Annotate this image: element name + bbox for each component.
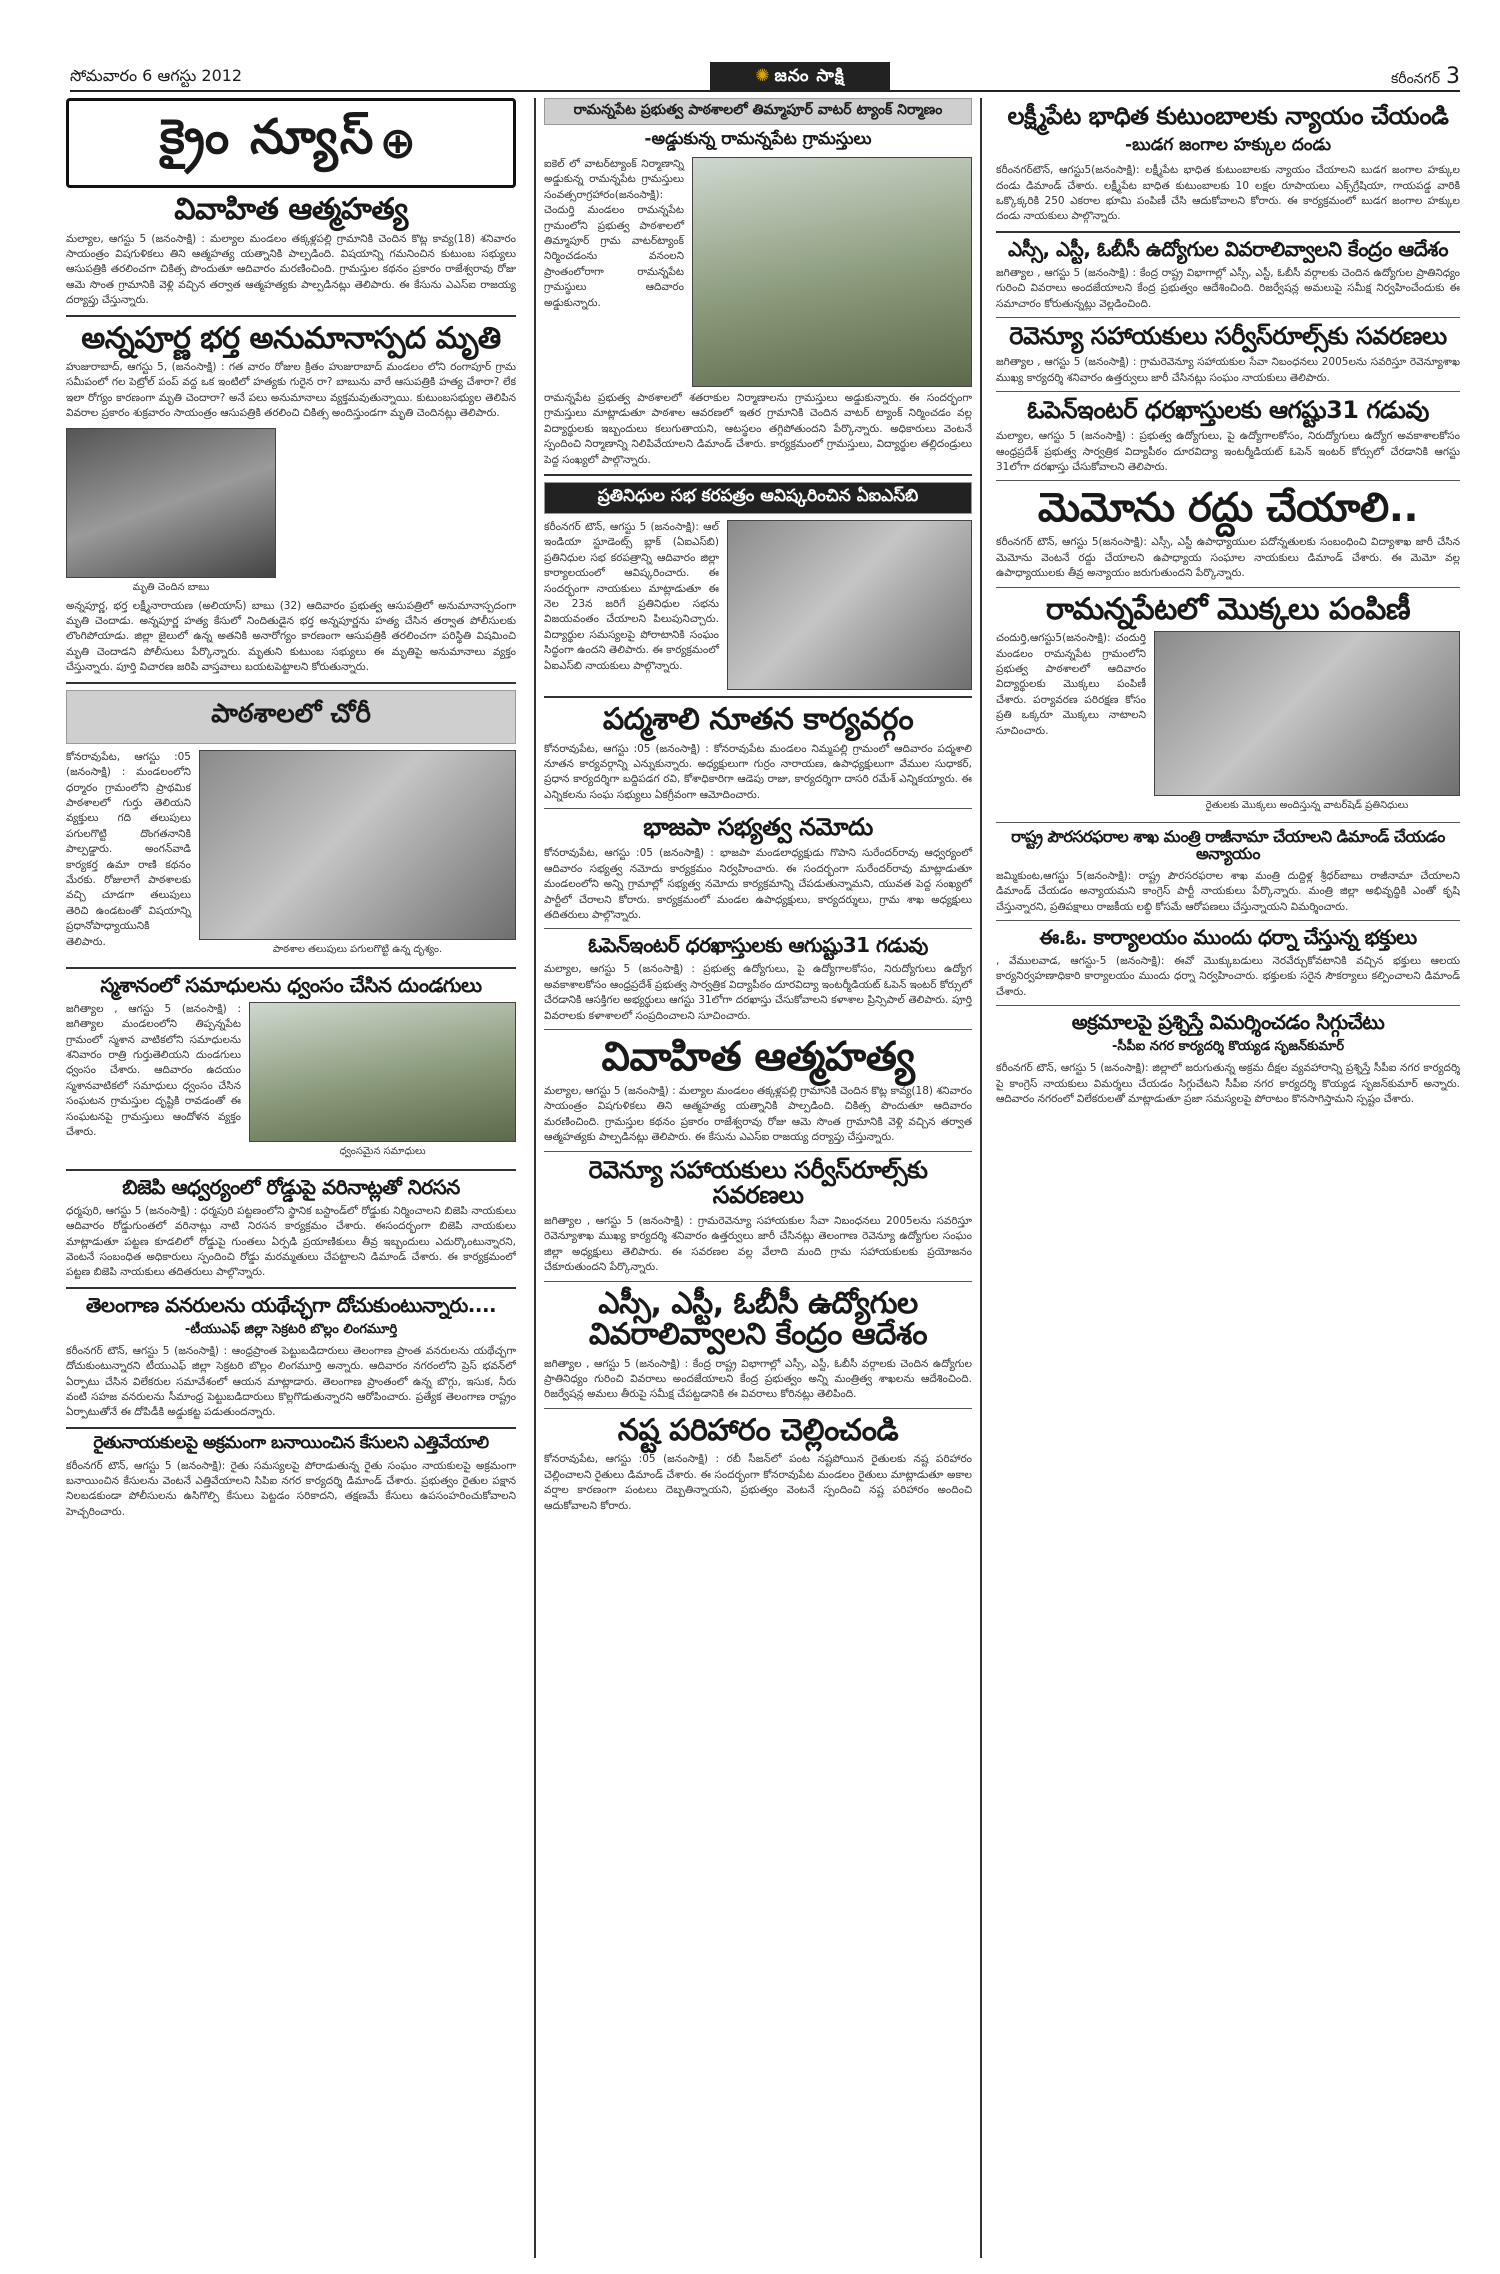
article-body: జగిత్యాల , ఆగస్టు 5 (జనంసాక్షి) : కేంద్ర రాష్ట్ర విభాగాల్లో ఎస్సీ, ఎస్టీ, ఓబీసీ వర్గాలకు చెందిన ఉద్యోగుల ప్రాతినిధ్యం గురించి వివరాలు అందజేయాలని కేంద్ర ప్రభుత్వం అన్ని మంత్రిత్వ శాఖలను ఆదేశించింది. రిజర్వేషన్ల అమలు తీరుపై సమీక్ష చేపట్టడానికి ఈ వివరాలు కోరినట్లు తెలిపింది. xyxy=(544,1357,972,1401)
article-body: కరీంనగర్ టౌన్, ఆగస్టు 5 (జనంసాక్షి) : ఆంధ్రప్రాంత పెట్టుబడిదారులు తెలంగాణ ప్రాంత వనరులను యథేచ్ఛగా దోచుకుంటున్నారని టీయుఎఫ్ జిల్లా సెక్రటరి బొల్లం లింగమూర్తి అన్నారు. ఆదివారం నగరంలోని ప్రెస్ భవన్‌లో ఏర్పాటు చేసిన విలేకరుల సమావేశంలో ఆయన మాట్లాడారు. తెలంగాణ ప్రాంతంలో ఉన్న బొగ్గు, ఇసుక, నీరు వంటి సహజ వనరులను సీమాంధ్ర పెట్టుబడిదారులు కొల్లగొడుతున్నారని ఆరోపించారు. ప్రత్యేక తెలంగాణ రాష్ట్రం ఏర్పాటుతోనే ఈ దోపిడీకి అడ్డుకట్ట పడుతుందన్నారు. xyxy=(66,1344,516,1419)
article-body: చందుర్తి,ఆగస్టు5(జనంసాక్షి): చందుర్తి మండలం రామన్నపేట గ్రామంలోని ప్రభుత్వ పాఠశాలలో ఆదివారం విద్యార్థులకు మొక్కలు పంపిణీ చేశారు. పర్యావరణ పరిరక్షణ కోసం ప్రతి ఒక్కరూ మొక్కలు నాటాలని సూచించారు. xyxy=(996,632,1146,737)
subheadline: -టీయుఎఫ్ జిల్లా సెక్రటరి బొల్లం లింగమూర్తి xyxy=(184,1321,398,1337)
article-body: ఐకెల్ లో వాటర్‌ట్యాంక్ నిర్మాణాన్ని అడ్డుకున్న రామన్నపేట గ్రామస్తులు సంవత్సరాగ్రహారం(జనంసాక్షి): చెందుర్తి మండలం రామన్నపేట గ్రామంలోని ప్రభుత్వ పాఠశాలలో తిమ్మాపూర్ గ్రామ వాటర్‌ట్యాంక్ నిర్మించడంను వనంలని ప్రాంతంలోరాగా రామన్నపేట గ్రామస్థులు ఆదివారం అడ్డుకున్నారు. xyxy=(544,158,684,309)
article-body: జగిత్యాల , ఆగస్టు 5 (జనంసాక్షి) : గ్రామరెవెన్యూ సహాయకుల సేవా నిబంధనలు 2005లను సవరిస్తూ రెవెన్యూశాఖ ముఖ్య కార్యదర్శి శనివారం ఉత్తర్వులు జారీ చేసినట్లు తెలంగాణ రెవెన్యూ ఉద్యోగుల సంఘం జిల్లా అధ్యక్షులు తెలిపారు. ఈ సవరణల వల్ల వేలాది మంది గ్రామ సహాయకులకు ప్రయోజనం చేకూరుతుందని పేర్కొన్నారు. xyxy=(544,1215,972,1274)
headline: లక్ష్మీపేట భాధిత కుటుంబాలకు న్యాయం చేయండి xyxy=(1007,102,1449,130)
article-body: మల్యాల, ఆగస్టు 5 (జనంసాక్షి) : మల్యాల మండలం తక్కళ్లపల్లి గ్రామానికి చెందిన కొట్ల కావ్య(18) శనివారం సాయంత్రం విషగుళికలు తిని ఆత్మహత్య యత్నానికి పాల్పడింది. చికిత్స పొందుతూ ఆదివారం మరణించింది. గ్రామస్తుల కథనం ప్రకారం రాజేశ్వరావు రోజు ఆమె సొంత గ్రామానికి వెళ్లి వచ్చిన తర్వాత ఆత్మహత్యకు పాల్పడినట్లు తెలిపారు. ఈ కేసును ఎఎస్‌ఐ రాజయ్య దర్యాప్తు చేస్తున్నారు. xyxy=(544,1085,973,1144)
article-body: మల్యాల, ఆగస్టు 5 (జనంసాక్షి) : ప్రభుత్వ ఉద్యోగులు, పై ఉద్యోగాలకోసం, నిరుద్యోగులు ఉద్యోగ అవకాశాలకోసం ఆంధ్రప్రదేశ్ ప్రభుత్వ సార్వత్రిక విద్యాపీఠం దూరవిద్యా ఇంటర్మీడియట్ ఓపెన్ ఇంటర్ కోర్సులో చేరడానికి ఆగస్టు 31లోగా దరఖాస్తు చేసుకోవాలని తెలిపారు. xyxy=(996,430,1460,474)
section-banner: పాఠశాలలో చోరీ xyxy=(66,690,516,744)
article-body: మల్యాల, ఆగస్టు 5 (జనంసాక్షి) : మల్యాల మండలం తక్కళ్లపల్లి గ్రామానికి చెందిన కొట్ల కావ్య(18) శనివారం సాయంత్రం విషగుళికలు తిని ఆత్మహత్య యత్నానికి పాల్పడింది. విషయాన్ని గమనించిన కుటుంబ సభ్యులు ఆసుపత్రికి తరలించగా చికిత్స పొందుతూ ఆదివారం మరణించింది. గ్రామస్తుల కథనం ప్రకారం రాజేశ్వరావు రోజు ఆమె సొంత గ్రామానికి వెళ్లి వచ్చిన తర్వాత ఆత్మహత్యకు పాల్పడినట్లు తెలిపారు. ఈ కేసును ఎఎస్‌ఐ రాజయ్య దర్యాప్తు చేస్తున్నారు. xyxy=(66,232,516,307)
page-number: 3 xyxy=(1446,64,1460,89)
crime-news-logo xyxy=(66,98,516,188)
article-body: జమ్మికుంట,ఆగస్టు 5(జనంసాక్షి): రాష్ట్ర పౌరసరఫరాల శాఖ మంత్రి దుద్దిళ్ల శ్రీధర్‌బాబు రాజీనామా చేయాలని డిమాండ్ చేయడం అన్యాయమని కాంగ్రెస్ పార్టీ నాయకులు పేర్కొన్నారు. మంత్రి జిల్లా అభివృద్ధికి ఎంతో కృషి చేస్తున్నారని, ప్రతిపక్షాలు రాజకీయ లబ్ధి కోసమే ఆరోపణలు చేస్తున్నాయని విమర్శించారు. xyxy=(996,869,1460,913)
headline: స్మశానంలో సమాధులను ధ్వంసం చేసిన దుండగులు xyxy=(100,972,482,997)
crime-news-title: క్రైం న్యూస్ xyxy=(159,109,376,165)
headline: అక్రమాలపై ప్రశ్నిస్తే విమర్శించడం సిగ్గుచేటు xyxy=(1071,1010,1385,1035)
headline: రెవెన్యూ సహాయకులు సర్వీస్‌రూల్స్‌కు సవరణలు xyxy=(1009,322,1447,351)
article-body: జగిత్యాల , ఆగస్టు 5 (జనంసాక్షి) : జగిత్యాల మండలంలోని తిప్పన్నపేట గ్రామంలో స్మశాన వాటికలోని సమాధులను శనివారం రాత్రి గుర్తుతెలియని దుండగులు ధ్వంసం చేశారు. ఆదివారం ఉదయం స్మశానవాటికలో సమాధులు ధ్వంసం చేసిన సంఘటన గ్రామస్తుల దృష్టికి రావడంతో ఈ సంఘటనపై గ్రామస్తులు ఆందోళన వ్యక్తం చేశారు. xyxy=(66,1002,241,1138)
article-body: జగిత్యాల , ఆగస్టు 5 (జనంసాక్షి) : గ్రామరెవెన్యూ సహాయకుల సేవా నిబంధనలు 2005లను సవరిస్తూ రెవెన్యూశాఖ ముఖ్య కార్యదర్శి శనివారం ఉత్తర్వులు జారీ చేసినట్లు సంఘం నాయకులు తెలిపారు. xyxy=(996,356,1460,384)
column-left xyxy=(66,98,516,2258)
headline: ఎస్సీ, ఎస్టీ, ఓబీసీ ఉద్యోగుల వివరాలివ్వాలని కేంద్రం ఆదేశం xyxy=(1008,236,1448,261)
headline: రెవెన్యూ సహాయకులు సర్వీస్‌రూల్స్‌కు సవరణలు xyxy=(588,1155,928,1209)
headline: ఎస్సీ, ఎస్టీ, ఓబీసీ ఉద్యోగుల వివరాలివ్వాలని కేంద్రం ఆదేశం xyxy=(588,1285,928,1353)
headline: మెమోను రద్దు చేయాలి.. xyxy=(1037,485,1419,532)
page-masthead xyxy=(70,62,1460,92)
article-body: రామన్నపేట ప్రభుత్వ పాఠశాలలో శతరాకుల నిర్మాణాలను గ్రామస్తులు అడ్డుకున్నారు. ఈ సందర్భంగా గ్రామస్తులు మాట్లాడుతూ పాఠశాల ఆవరణలో ఇతర గ్రామానికి చెందిన వాటర్ ట్యాంక్ నిర్మించడం వల్ల విద్యార్థులకు ఇబ్బందులు కలుగుతాయని, ఆటస్థలం తగ్గిపోతుందని పేర్కొన్నారు. అధికారులు వెంటనే స్పందించి నిర్మాణాన్ని నిలిపివేయాలని డిమాండ్ చేశారు. కార్యక్రమంలో గ్రామస్తులు, విద్యార్థుల తల్లిదండ్రులు పెద్ద సంఖ్యలో పాల్గొన్నారు. xyxy=(544,392,972,466)
section-banner: ప్రతినిధుల సభ కరపత్రం ఆవిష్కరించిన ఏఐఎస్‌బి xyxy=(544,482,972,514)
brand-name: జనం సాక్షి xyxy=(774,66,845,86)
article-body: హుజురాబాద్, ఆగస్టు 5, (జనంసాక్షి) : గత వారం రోజుల క్రితం హుజురాబాద్ మండలం లోని రంగాపూర్ గ్రామ సమీపంలో గల పెట్రోల్ పంప్ వద్ద ఒక ఇంటిలో హత్యకు గురైన రా? బాబును వారే ఆసుపత్రికి హత్య చేశారా? లేక ఇలా రోగ్యం కారణంగా మృతి చెందారా? అనే పలు అనుమానాలు వ్యక్తమవుతున్నాయి. కుటుంబసభ్యుల తెలిపిన వివరాల ప్రకారం శుక్రవారం సాయంత్రం ఆసుపత్రికి తరలించి చికిత్స అందిస్తుండగా మృతి చెందినట్లు తెలిపారు. xyxy=(66,361,516,420)
article-body: జగిత్యాల , ఆగస్టు 5 (జనంసాక్షి) : కేంద్ర రాష్ట్ర విభాగాల్లో ఎస్సీ, ఎస్టీ, ఓబీసీ వర్గాలకు చెందిన ఉద్యోగుల ప్రాతినిధ్యం గురించి వివరాలు అందజేయాలని కేంద్ర ప్రభుత్వం ఆదేశించింది. రిజర్వేషన్ల అమలుపై సమీక్ష నిర్వహించేందుకు ఈ సమాచారం కోరుతున్నట్లు వెల్లడించింది. xyxy=(996,266,1460,310)
edition-info xyxy=(1391,64,1460,90)
headline: నష్ట పరిహారం చెల్లించండి xyxy=(617,1412,899,1448)
graves-photo xyxy=(249,1002,516,1142)
article-body: , వేములవాడ, ఆగస్టు-5 (జనంసాక్షి): ఈవో మొక్కుబడులు నెరవేర్చుకోవటానికి వచ్చిన భక్తులు ఆలయ కార్యనిర్వహణాధికారి కార్యాలయం ముందు ధర్నా నిర్వహించారు. భక్తులకు సరైన సౌకర్యాలు కల్పించాలని డిమాండ్ చేశారు. xyxy=(996,954,1460,998)
crosshair-icon: ⊕ xyxy=(379,117,419,169)
headline: భాజపా సభ్యత్వ నమోదు xyxy=(643,813,873,842)
article-body: కరీంనగర్ టౌన్, ఆగస్టు 5(జనంసాక్షి): ఎస్సీ, ఎస్టీ ఉపాధ్యాయుల పదోన్నతులకు సంబంధించి విద్యాశాఖ జారీ చేసిన మెమోను వెంటనే రద్దు చేయాలని ఉపాధ్యాయ సంఘాల నాయకులు డిమాండ్ చేశారు. ఈ మెమో వల్ల ఉపాధ్యాయులకు తీవ్ర అన్యాయం జరుగుతుందని పేర్కొన్నారు. xyxy=(996,536,1460,580)
edition-name: కరీంనగర్ xyxy=(1391,71,1440,87)
article-body: కోనరావుపేట, ఆగస్టు :05 (జనంసాక్షి) : కోనరావుపేట మండలం నిమ్మపల్లి గ్రామంలో ఆదివారం పద్మశాలి నూతన కార్యవర్గాన్ని ఎన్నుకున్నారు. అధ్యక్షులుగా గుర్రం నారాయణ, ఉపాధ్యక్షులుగా వేముల సుధాకర్, ప్రధాన కార్యదర్శిగా బద్దిపడగ రవి, కోశాధికారిగా ఆడెపు రాజు, కార్యదర్శిగా దాసరి రమేశ్ ఎన్నికయ్యారు. ఈ ఎన్నికలను సంఘ సభ్యులు ఏకగ్రీవంగా ఆమోదించారు. xyxy=(544,742,972,801)
headline: అన్నపూర్ణ భర్త అనుమానాస్పద మృతి xyxy=(81,320,501,356)
issue-date: సోమవారం 6 ఆగస్టు 2012 xyxy=(70,66,243,85)
aisb-pamphlet-photo xyxy=(727,520,972,690)
headline: పద్మశాలి నూతన కార్యవర్గం xyxy=(602,702,914,738)
photo-caption: ధ్వంసమైన సమాధులు xyxy=(339,1145,426,1157)
subheadline: -బుడగ జంగాల హక్కుల దండు xyxy=(1125,135,1331,156)
school-photo xyxy=(199,750,516,940)
brand-logo-icon: ✺ xyxy=(755,66,771,86)
article-body: కరీంనగర్ టౌన్, ఆగస్టు 5 (జనంసాక్షి): రైతు సమస్యలపై పోరాడుతున్న రైతు సంఘం నాయకులపై అక్రమంగా బనాయించిన కేసులను వెంటనే ఎత్తివేయాలని సిపిఐ నగర కార్యదర్శి డిమాండ్ చేశారు. ప్రభుత్వం రైతుల పక్షాన నిలబడకుండా పోలీసులను ఉసిగొల్పి కేసులు పెట్టడం సరికాదని, తక్షణమే కేసులు ఉపసంహరించుకోవాలని హెచ్చరించారు. xyxy=(66,1459,516,1518)
article-body: కరీంనగర్ టౌన్, ఆగస్టు 5 (జనంసాక్షి): జిల్లాలో జరుగుతున్న అక్రమ దీక్షల వ్యవహారాన్ని ప్రశ్నిస్తే సీపీఐ నగర కార్యదర్శి పై కాంగ్రెస్ నాయకులు విమర్శలు చేయడం సిగ్గుచేటని సీపీఐ నగర కార్యదర్శి కొయ్యడ సృజన్‌కుమార్ అన్నారు. ఆదివారం నగరంలో విలేకరులతో మాట్లాడుతూ ప్రజా సమస్యలపై పోరాటం కొనసాగిస్తామని స్పష్టం చేశారు. xyxy=(996,1062,1460,1105)
photo-caption: పాఠశాల తలుపులు పగులగొట్టి ఉన్న దృశ్యం. xyxy=(272,943,443,955)
subheadline: -అడ్డుకున్న రామన్నపేట గ్రామస్తులు xyxy=(644,129,872,149)
headline: ఓపెన్ఇంటర్ ధరఖాస్తులకు ఆగుష్టు31 గడువు xyxy=(588,933,928,958)
newspaper-brand xyxy=(710,62,890,90)
subheadline: -సీపీఐ నగర కార్యదర్శి కొయ్యడ సృజన్‌కుమార్ xyxy=(1111,1039,1345,1055)
headline: రాష్ట్ర పౌరసరఫరాల శాఖ మంత్రి రాజీనామా చేయాలని డిమాండ్ చేయడం అన్యాయం xyxy=(1011,827,1445,863)
headline: రైతునాయకులపై అక్రమంగా బనాయించిన కేసులని ఎత్తివేయాలి xyxy=(93,1432,489,1453)
headline: వివాహిత ఆత్మహత్య xyxy=(601,1034,915,1080)
headline: తెలంగాణ వనరులను యథేచ్ఛగా దోచుకుంటున్నారు.... xyxy=(85,1292,497,1317)
section-banner: రామన్నపేట ప్రభుత్వ పాఠశాలలో తిమ్మాపూర్ వాటర్ ట్యాంక్ నిర్మాణం xyxy=(544,98,972,125)
article-body: కోనరావుపేట, ఆగస్టు :05 (జనంసాక్షి) : రబీ సీజన్‌లో పంట నష్టపోయిన రైతులకు నష్ట పరిహారం చెల్లించాలని రైతులు డిమాండ్ చేశారు. ఈ సందర్భంగా కోనరావుపేట మండలం రైతులు మాట్లాడుతూ అకాల వర్షాల కారణంగా పంటలు దెబ్బతిన్నాయని, ప్రభుత్వం వెంటనే స్పందించి నష్ట పరిహారం అందించి ఆదుకోవాలని కోరారు. xyxy=(544,1453,972,1512)
photo-caption: మృతి చెందిన బాబు xyxy=(132,581,210,593)
article-body: కరీంనగర్ టౌన్, ఆగస్టు 5 (జనంసాక్షి): ఆల్ ఇండియా స్టూడెంట్స్ బ్లాక్ (ఏఐఎస్‌బి) ప్రతినిధుల సభ కరపత్రాన్ని ఆదివారం జిల్లా కార్యాలయంలో ఆవిష్కరించారు. ఈ సందర్భంగా నాయకులు మాట్లాడుతూ ఈ నెల 23న జరిగే ప్రతినిధుల సభను విజయవంతం చేయాలని పిలుపునిచ్చారు. విద్యార్థుల సమస్యలపై పోరాటానికి సంఘం సిద్ధంగా ఉందని తెలిపారు. ఈ కార్యక్రమంలో ఏఐఎస్‌బి నాయకులు పాల్గొన్నారు. xyxy=(544,521,719,672)
column-middle xyxy=(534,98,982,2258)
headline: బిజెపి ఆధ్వర్యంలో రోడ్డుపై వరినాట్లతో నిరసన xyxy=(122,1174,460,1199)
article-body: కోనరావుపేట, ఆగస్టు :05 (జనంసాక్షి) : మండలంలోని ధర్మారం గ్రామంలోని ప్రాథమిక పాఠశాలలో గుర్తు తెలియని వ్యక్తులు గది తలుపులు పగులగొట్టి దొంగతనానికి పాల్పడ్డారు. అంగన్‌వాడి కార్యకర్త ఉమా రాణి కథనం మేరకు. రోజులాగే పాఠశాలకు వచ్చి చూడగా తలుపులు తెరిచి ఉండటంతో విషయాన్ని ప్రధానోపాధ్యాయునికి తెలిపారు. xyxy=(66,750,191,948)
column-right xyxy=(996,98,1460,2258)
headline: ఓపెన్ఇంటర్ ధరఖాస్తులకు ఆగష్టు31 గడువు xyxy=(1027,396,1429,425)
article-body: ధర్మపురి, ఆగస్టు 5 (జనంసాక్షి) : ధర్మపురి పట్టణంలోని స్థానిక బస్టాండ్‌లో రోడ్డుకు నిర్మించాలని బిజెపి నాయకులు ఆదివారం రోడ్డుగుంతలో వరినాట్లు నాటి నిరసన కార్యక్రమం చేశారు. ఈసందర్భంగా బిజెపి నాయకులు మాట్లాడుతూ పట్టణ కూడలిలో రోడ్డుపై గుంతలు ఏర్పడి ప్రయాణికులు తీవ్ర ఇబ్బందులు ఎదుర్కొంటున్నారని, వెంటనే సంబంధిత అధికారులు స్పందించి రోడ్డు మరమ్మతులు చేపట్టాలని డిమాండ్ చేశారు. ఈ కార్యక్రమంలో పట్టణ బిజెపి నాయకులు తదితరులు పాల్గొన్నారు. xyxy=(66,1204,516,1279)
deceased-photo xyxy=(66,428,276,578)
photo-caption: రైతులకు మొక్కలు అందిస్తున్న వాటర్‌షెడ్ ప్రతినిధులు xyxy=(1205,800,1409,812)
article-body: కోనరావుపేట, ఆగస్టు :05 (జనంసాక్షి) : భాజపా మండలాధ్యక్షుడు గొపాని సురేందర్‌రావు ఆధ్వర్యంలో ఆదివారం సభ్యత్వ నమోదు కార్యక్రమం నిర్వహించారు. ఈ సందర్భంగా సురేందర్‌రావు మాట్లాడుతూ మండలంలోని అన్ని గ్రామాల్లో సభ్యత్వ నమోదు కార్యక్రమాన్ని చేపడుతున్నామని, యువత పెద్ద సంఖ్యలో పార్టీలో చేరాలని కోరారు. కార్యక్రమంలో మండల ఉపాధ్యక్షులు, కార్యదర్శులు, గ్రామ శాఖ అధ్యక్షులు తదితరులు పాల్గొన్నారు. xyxy=(544,847,972,921)
water-tank-site-photo xyxy=(692,157,972,387)
sapling-distribution-photo xyxy=(1154,631,1460,796)
article-body: అన్నపూర్ణ, భర్త లక్ష్మీనారాయణ (అలియాస్) బాబు (32) ఆదివారం ప్రభుత్వ ఆసుపత్రిలో అనుమానాస్పదంగా మృతి చెందాడు. అన్నపూర్ణ హత్య కేసులో నిందితుడైన భర్త అన్నపూర్ణను హత్య చేసిన తర్వాత పోలీసులకు లొంగిపోయాడు. జిల్లా జైలులో ఉన్న అతనికి అనారోగ్యం కారణంగా ఆసుపత్రికి తరలించగా పరిస్థితి విషమించి మృతి చెందాడని పోలీసులు పేర్కొన్నారు. మృతుని కుటుంబ సభ్యులు ఈ మృతిపై అనుమానాలు వ్యక్తం చేస్తున్నారు. పూర్తి విచారణ జరిపి వాస్తవాలు బయటపెట్టాలని కోరుతున్నారు. xyxy=(66,599,516,674)
headline: ఈ.ఓ. కార్యాలయం ముందు ధర్నా చేస్తున్న భక్తులు xyxy=(1039,924,1417,949)
headline: వివాహిత ఆత్మహత్య xyxy=(174,192,408,227)
headline: రామన్నపేటలో మొక్కలు పంపిణీ xyxy=(1045,591,1411,627)
article-body: మల్యాల, ఆగస్టు 5 (జనంసాక్షి) : ప్రభుత్వ ఉద్యోగులు, పై ఉద్యోగాలకోసం, నిరుద్యోగులు ఉద్యోగ అవకాశాలకోసం ఆంధ్రప్రదేశ్ ప్రభుత్వ సార్వత్రిక విద్యాపీఠం దూరవిద్యా ఇంటర్మీడియట్ ఓపెన్ ఇంటర్ కోర్సులో చేరడానికి ఆసక్తిగల అభ్యర్థులు ఆగస్టు 31లోగా దరఖాస్తు చేసుకోవాలని కళాశాల ప్రిన్సిపాల్ తెలిపారు. పూర్తి వివరాలకు కళాశాలలో సంప్రదించాలని సూచించారు. xyxy=(544,963,972,1022)
article-body: కరీంనగర్‌టౌన్, ఆగస్టు5(జనంసాక్షి): లక్ష్మీపేట భాధిత కుటుంబాలకు న్యాయం చేయాలని బుడగ జంగాల హక్కుల దండు డిమాండ్ చేశారు. లక్ష్మీపేట బాధిత కుటుంబాలకు 10 లక్షల రూపాయలు ఎక్స్‌గ్రేషియా, గాయపడ్డ వారికి ఒక్కొక్కరికి 250 ఎకరాల భూమి పంపిణీ చేసి ఆదుకోవాలని కోరారు. ఈ కార్యక్రమంలో బుడగ జంగాల హక్కుల దండు నాయకులు పాల్గొన్నారు. xyxy=(996,164,1460,223)
